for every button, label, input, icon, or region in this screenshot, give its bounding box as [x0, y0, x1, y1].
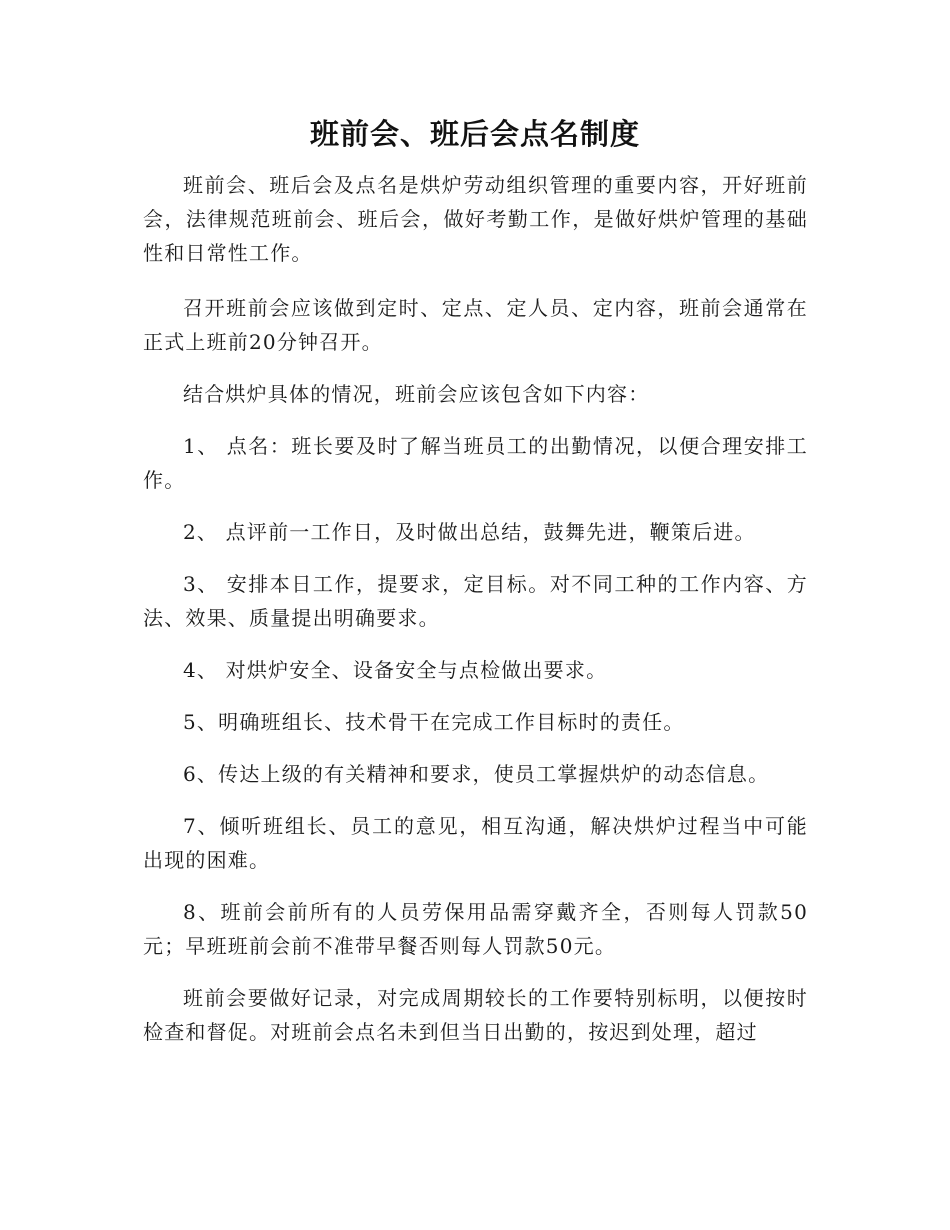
list-item-4: 4、 对烘炉安全、设备安全与点检做出要求。 — [183, 658, 608, 682]
list-item-1: 1、 点名：班长要及时了解当班员工的出勤情况，以便合理安排工作。 — [143, 434, 808, 492]
list-item-3: 3、 安排本日工作，提要求，定目标。对不同工种的工作内容、方法、效果、质量提出明确要求。 — [143, 572, 808, 630]
paragraph-intro: 班前会、班后会及点名是烘炉劳动组织管理的重要内容，开好班前会，法律规范班前会、班后会，做好考勤工作，是做好烘炉管理的基础性和日常性工作。 — [143, 173, 808, 265]
paragraph-content-heading: 结合烘炉具体的情况，班前会应该包含如下内容： — [183, 382, 650, 406]
paragraph-records: 班前会要做好记录，对完成周期较长的工作要特别标明，以便按时检查和督促。对班前会点名未到但当日出勤的，按迟到处理，超过 — [143, 986, 808, 1044]
list-item-2: 2、 点评前一工作日，及时做出总结，鼓舞先进，鞭策后进。 — [183, 520, 756, 544]
list-item-6: 6、传达上级的有关精神和要求，使员工掌握烘炉的动态信息。 — [183, 762, 770, 786]
paragraph-meeting-time: 召开班前会应该做到定时、定点、定人员、定内容，班前会通常在正式上班前20分钟召开。 — [143, 296, 808, 354]
list-item-8: 8、班前会前所有的人员劳保用品需穿戴齐全，否则每人罚款50元；早班班前会前不准带早餐否则每人罚款50元。 — [143, 900, 808, 958]
list-item-5: 5、明确班组长、技术骨干在完成工作目标时的责任。 — [183, 710, 685, 734]
document-title: 班前会、班后会点名制度 — [309, 117, 640, 151]
document-body — [143, 168, 808, 1049]
list-item-7: 7、倾听班组长、员工的意见，相互沟通，解决烘炉过程当中可能出现的困难。 — [143, 814, 808, 872]
